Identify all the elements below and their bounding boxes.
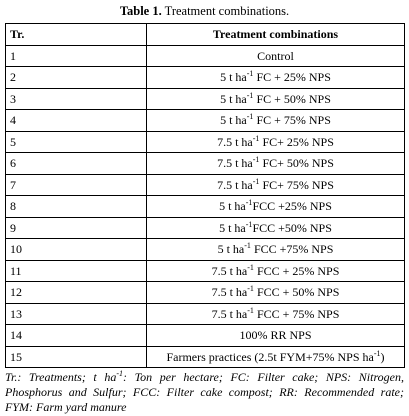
combination-text: 7.5 t ha <box>217 156 253 171</box>
treatment-combination <box>147 303 405 325</box>
table-row <box>6 174 405 196</box>
unit-superscript: -1 <box>373 348 381 358</box>
combination-text: 7.5 t ha <box>211 306 248 321</box>
table-caption-label: Table 1. <box>119 4 162 18</box>
table-row <box>6 239 405 261</box>
table-row <box>6 131 405 153</box>
treatment-combination <box>147 88 405 110</box>
treatment-number: 2 <box>6 67 147 89</box>
table-caption <box>0 3 409 19</box>
treatment-combination <box>147 282 405 304</box>
combination-text: 5 t ha <box>220 70 247 85</box>
table-header-row <box>6 24 405 46</box>
combination-text: FC + 50% NPS <box>253 91 331 106</box>
treatment-number: 4 <box>6 110 147 132</box>
footnote-text-2: : Ton per hectare; FC: Filter cake; NPS: Nitrogen, Phosphorus and Sulfur; FCC: Filter cake compost; RR: Recommended rate; FYM: Farm yard manure <box>5 370 404 414</box>
combination-text: 7.5 t ha <box>211 285 248 300</box>
combination-text: 5 t ha <box>220 91 247 106</box>
treatment-combination <box>147 45 405 67</box>
treatment-number: 10 <box>6 239 147 261</box>
treatment-combination <box>147 260 405 282</box>
table-footnote <box>5 370 404 415</box>
combination-text: 5 t ha <box>219 220 246 235</box>
treatment-number: 13 <box>6 303 147 325</box>
treatment-combination <box>147 346 405 368</box>
table-row <box>6 153 405 175</box>
combination-text: FCC + 25% NPS <box>253 263 340 278</box>
treatment-combination <box>147 110 405 132</box>
combination-text: 7.5 t ha <box>217 134 253 149</box>
combination-text: FC+ 75% NPS <box>259 177 334 192</box>
treatment-combination <box>147 174 405 196</box>
unit-superscript: -1 <box>244 241 251 251</box>
treatment-combination <box>147 67 405 89</box>
footnote-text-1: Tr.: Treatments; t ha <box>5 370 117 384</box>
treatment-number: 6 <box>6 153 147 175</box>
treatment-number: 7 <box>6 174 147 196</box>
unit-superscript: -1 <box>252 133 260 143</box>
table-body <box>6 45 405 368</box>
table-row <box>6 196 405 218</box>
unit-superscript: -1 <box>247 262 254 272</box>
treatment-combination <box>147 153 405 175</box>
unit-superscript: -1 <box>252 155 260 165</box>
table-row <box>6 303 405 325</box>
combination-text: 5 t ha <box>219 199 246 214</box>
treatment-number: 8 <box>6 196 147 218</box>
combination-text: Control <box>257 48 294 63</box>
unit-superscript: -1 <box>245 219 253 229</box>
unit-superscript: -1 <box>246 90 254 100</box>
combination-text: 7.5 t ha <box>211 263 248 278</box>
combination-text: ) <box>380 349 385 364</box>
unit-superscript: -1 <box>247 284 254 294</box>
combination-text: 5 t ha <box>217 242 245 257</box>
table-row <box>6 88 405 110</box>
treatment-combination <box>147 325 405 347</box>
combination-text: FCC + 75% NPS <box>253 306 340 321</box>
combination-text: 5 t ha <box>220 113 247 128</box>
combination-text: FCC +75% NPS <box>250 242 334 257</box>
table-row <box>6 45 405 67</box>
treatment-number: 12 <box>6 282 147 304</box>
combination-text: FCC +50% NPS <box>252 220 332 235</box>
unit-superscript: -1 <box>246 112 254 122</box>
table-row <box>6 325 405 347</box>
table-row <box>6 67 405 89</box>
combination-text: 100% RR NPS <box>239 328 312 343</box>
header-tr: Tr. <box>6 24 147 46</box>
treatment-number: 1 <box>6 45 147 67</box>
unit-superscript: -1 <box>252 176 260 186</box>
treatment-number: 11 <box>6 260 147 282</box>
table-row <box>6 110 405 132</box>
combination-text: 7.5 t ha <box>217 177 253 192</box>
table-row <box>6 282 405 304</box>
treatment-number: 15 <box>6 346 147 368</box>
combination-text: FC + 25% NPS <box>253 70 331 85</box>
unit-superscript: -1 <box>245 198 253 208</box>
treatment-combination <box>147 196 405 218</box>
treatment-number: 5 <box>6 131 147 153</box>
unit-superscript: -1 <box>247 305 254 315</box>
footnote-superscript: -1 <box>116 369 124 378</box>
combination-text: FCC +25% NPS <box>252 199 332 214</box>
table-row <box>6 260 405 282</box>
table-row <box>6 346 405 368</box>
treatment-combination <box>147 239 405 261</box>
combination-text: FC + 75% NPS <box>253 113 331 128</box>
combination-text: FC+ 25% NPS <box>259 134 334 149</box>
unit-superscript: -1 <box>246 69 254 79</box>
treatment-table <box>5 23 405 368</box>
table-caption-text: Treatment combinations. <box>161 4 290 18</box>
treatment-number: 3 <box>6 88 147 110</box>
header-treatment-combinations: Treatment combinations <box>147 24 405 46</box>
treatment-combination <box>147 217 405 239</box>
combination-text: FC+ 50% NPS <box>259 156 334 171</box>
treatment-number: 14 <box>6 325 147 347</box>
combination-text: Farmers practices (2.5t FYM+75% NPS ha <box>166 349 374 364</box>
combination-text: FCC + 50% NPS <box>253 285 340 300</box>
table-row <box>6 217 405 239</box>
treatment-combination <box>147 131 405 153</box>
treatment-number: 9 <box>6 217 147 239</box>
